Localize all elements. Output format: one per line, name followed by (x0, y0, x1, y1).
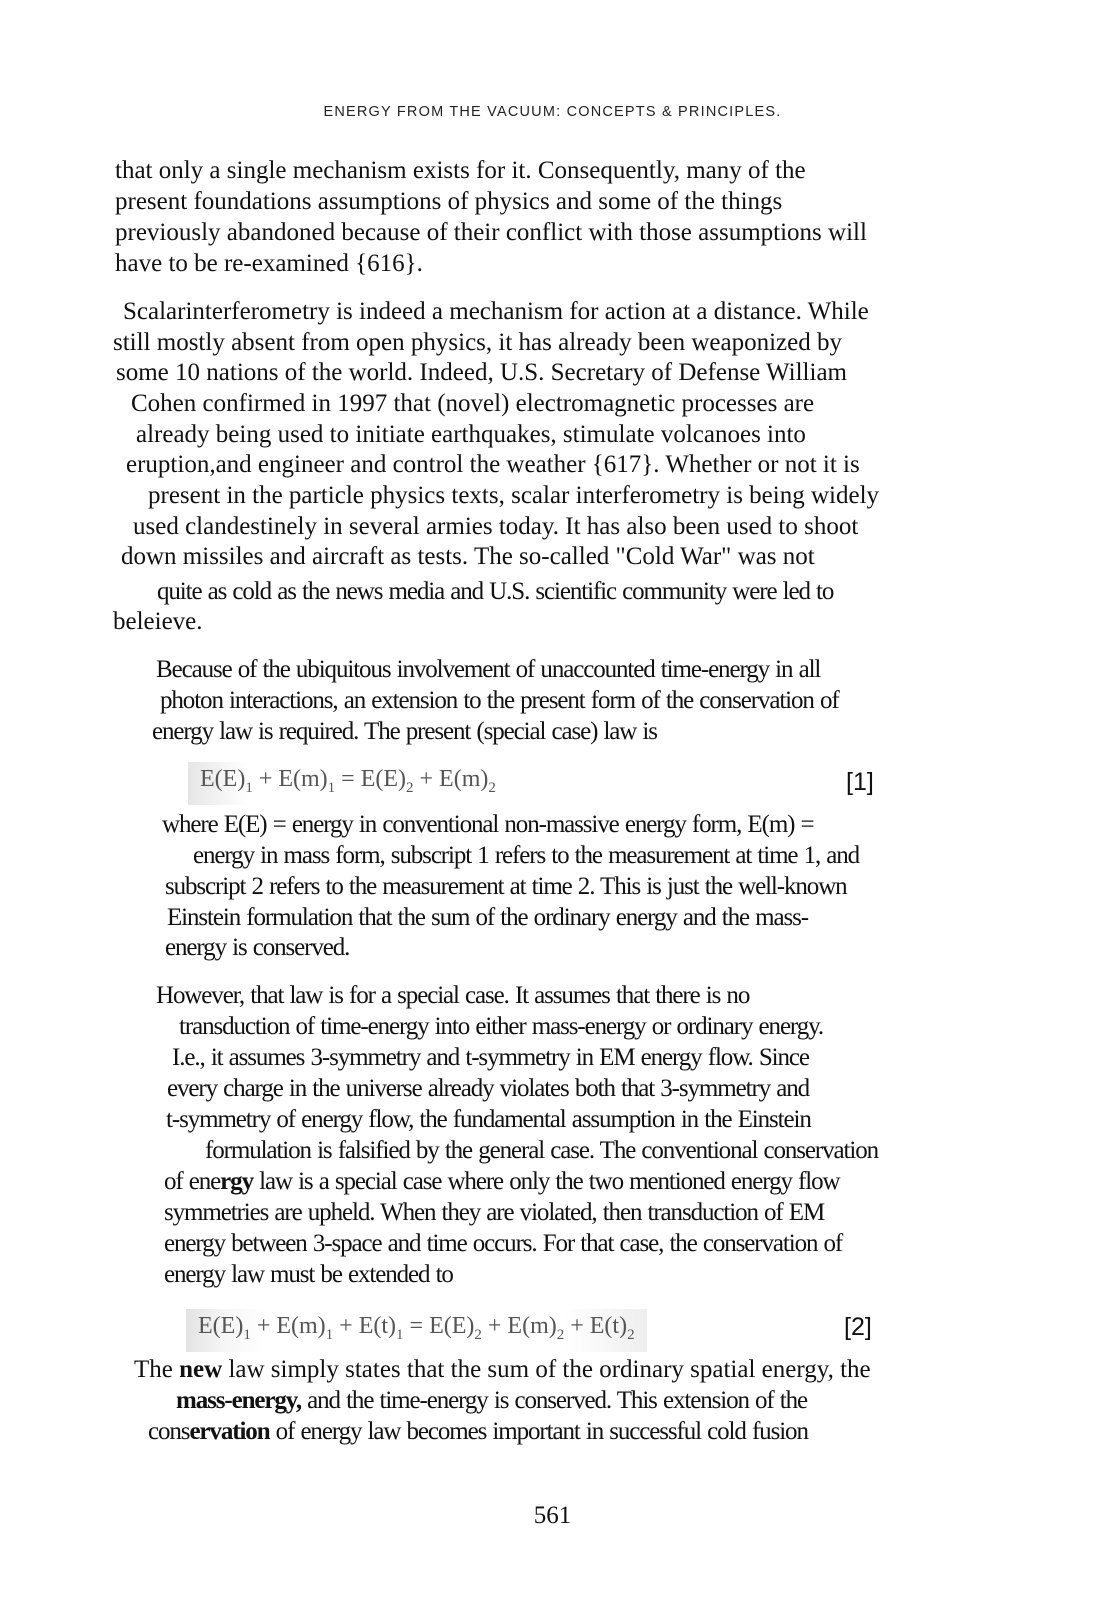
equation-number: [2] (844, 1313, 872, 1341)
eq-subscript: 2 (627, 1326, 635, 1343)
text-line: symmetries are upheld. When they are violated, then transduction of EM (164, 1199, 825, 1226)
text-line: where E(E) = energy in conventional non-massive energy form, E(m) = (162, 811, 814, 838)
eq-subscript: 1 (327, 779, 336, 796)
text-line: However, that law is for a special case. It assumes that there is no (156, 982, 750, 1009)
text-line (148, 1416, 808, 1447)
eq-subscript: 1 (325, 1326, 334, 1343)
eq-term: + E(m) (419, 766, 489, 792)
page-number: 561 (533, 1502, 572, 1529)
text-line: Einstein formulation that the sum of the ordinary energy and the mass- (167, 904, 809, 931)
eq-subscript: 2 (556, 1326, 565, 1343)
eq-subscript: 2 (474, 1326, 482, 1343)
text-line: energy in mass form, subscript 1 refers to the measurement at time 1, and (193, 842, 860, 869)
text-line: Scalarinterferometry is indeed a mechanism for action at a distance. While (123, 298, 869, 325)
text-line: photon interactions, an extension to the present form of the conservation of (160, 687, 839, 714)
eq-term: = E(E) (341, 766, 407, 792)
text-fragment: law is a special case where only the two mentioned energy flow (259, 1168, 840, 1195)
text-fragment: The (134, 1356, 180, 1383)
text-line: energy between 3-space and time occurs. For that case, the conservation of (164, 1230, 843, 1257)
text-fragment: law simply states that the sum of the ordinary spatial energy, the (222, 1356, 871, 1383)
text-line: energy law must be extended to (164, 1261, 453, 1288)
text-line: some 10 nations of the world. Indeed, U.S. Secretary of Defense William (116, 359, 847, 386)
text-line: still mostly absent from open physics, it has already been weaponized by (113, 329, 842, 356)
eq-term: E(E) (200, 766, 246, 792)
text-fragment: of energy law becomes important in successful cold fusion (269, 1418, 808, 1445)
text-line: energy law is required. The present (special case) law is (152, 718, 657, 745)
eq-term: + E(m) (487, 1313, 557, 1339)
text-line: already being used to initiate earthquakes, stimulate volcanoes into (136, 421, 806, 448)
text-line: subscript 2 refers to the measurement at time 2. This is just the well-known (165, 873, 847, 900)
text-line: present foundations assumptions of physics and some of the things (115, 188, 783, 215)
eq-subscript: 2 (488, 779, 496, 796)
text-line (176, 1385, 807, 1416)
eq-term: E(E) (198, 1313, 244, 1339)
text-fragment: and the time-energy is conserved. This extension of the (300, 1387, 808, 1414)
eq-subscript: 1 (243, 1326, 251, 1343)
text-line: present in the particle physics texts, scalar interferometry is being widely (148, 482, 880, 509)
eq-term: = E(E) (409, 1313, 475, 1339)
eq-subscript: 1 (245, 779, 253, 796)
text-line: I.e., it assumes 3-symmetry and t-symmetry in EM energy flow. Since (172, 1044, 809, 1071)
text-line: used clandestinely in several armies today. It has also been used to shoot (133, 513, 859, 540)
text-line: every charge in the universe already violates both that 3-symmetry and (167, 1075, 810, 1102)
bold-fragment: rgy (220, 1168, 253, 1195)
text-fragment: of ene (164, 1168, 221, 1195)
equation-1 (188, 762, 508, 805)
text-line: eruption,and engineer and control the weather {617}. Whether or not it is (126, 451, 860, 478)
text-line: energy is conserved. (165, 934, 350, 961)
eq-subscript: 2 (406, 779, 414, 796)
running-header: ENERGY FROM THE VACUUM: CONCEPTS & PRINCIPLES. (323, 104, 782, 120)
text-line: have to be re-examined {616}. (115, 250, 423, 277)
text-line: t-symmetry of energy flow, the fundamental assumption in the Einstein (166, 1106, 811, 1133)
text-line: down missiles and aircraft as tests. The so-called "Cold War" was not (121, 543, 815, 570)
text-line: Because of the ubiquitous involvement of unaccounted time-energy in all (156, 656, 821, 683)
bold-fragment: ervation (189, 1418, 270, 1445)
eq-subscript: 1 (396, 1326, 404, 1343)
bold-fragment: new (179, 1356, 223, 1383)
equation-2 (186, 1309, 647, 1352)
text-line: beleieve. (113, 608, 203, 635)
eq-term: + E(t) (339, 1313, 397, 1339)
text-line: quite as cold as the news media and U.S. scientific community were led to (157, 578, 834, 605)
eq-term: + E(t) (570, 1313, 628, 1339)
eq-term: + E(m) (256, 1313, 326, 1339)
text-line: that only a single mechanism exists for it. Consequently, many of the (115, 157, 806, 184)
bold-fragment: mass-energy, (176, 1387, 301, 1414)
eq-term: + E(m) (258, 766, 328, 792)
text-line (134, 1354, 871, 1385)
equation-number: [1] (846, 768, 874, 796)
text-line: Cohen confirmed in 1997 that (novel) electromagnetic processes are (131, 390, 815, 417)
text-line: previously abandoned because of their conflict with those assumptions will (115, 219, 867, 246)
text-line: formulation is falsified by the general case. The conventional conservation (205, 1137, 879, 1164)
text-line: transduction of time-energy into either mass-energy or ordinary energy. (179, 1013, 824, 1040)
text-fragment: cons (148, 1418, 190, 1445)
text-line (164, 1166, 839, 1197)
